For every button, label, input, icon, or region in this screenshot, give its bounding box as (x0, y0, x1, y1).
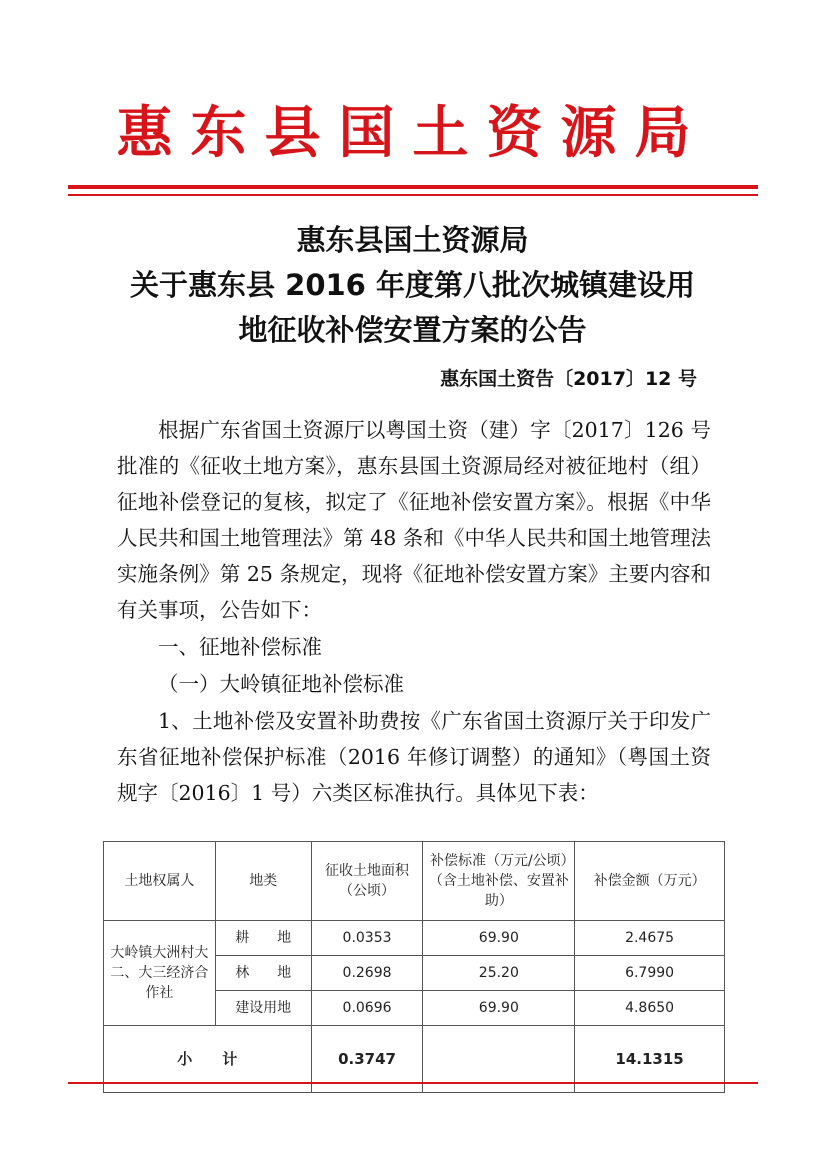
section-heading-2: （一）大岭镇征地补偿标准 (158, 672, 404, 696)
intro-paragraph: 根据广东省国土资源厅以粤国土资（建）字〔2017〕126 号批准的《征收土地方案》，惠东县国土资源局经对被征地村（组）征地补偿登记的复核，拟定了《征地补偿安置方案》。根据《中华人民共和国土地管理法》第 48 条和《中华人民共和国土地管理法实施条例》第 25 条规定，现将《征地补偿安置方案》主要内容和有关事项，公告如下： (117, 418, 711, 622)
standard-paragraph: 1、土地补偿及安置补助费按《广东省国土资源厅关于印发广东省征地补偿保护标准（2016 年修订调整）的通知》（粤国土资规字〔2016〕1 号）六类区标准执行。具体见下表： (117, 709, 711, 805)
letterhead-red-line-thin (68, 194, 758, 196)
amount-cell: 6.7990 (575, 956, 725, 991)
amount-cell: 4.8650 (575, 991, 725, 1026)
land-type-cell: 建设用地 (215, 991, 311, 1026)
header-owner: 土地权属人 (104, 842, 216, 921)
table-row (104, 921, 725, 956)
area-cell: 0.0353 (311, 921, 423, 956)
land-type-cell: 林 地 (215, 956, 311, 991)
header-standard: 补偿标准（万元/公顷）（含土地补偿、安置补助） (423, 842, 575, 921)
header-amount: 补偿金额（万元） (575, 842, 725, 921)
area-cell: 0.0696 (311, 991, 423, 1026)
area-cell: 0.2698 (311, 956, 423, 991)
subtotal-amount: 14.1315 (575, 1026, 725, 1093)
notice-title-line-1: 惠东县国土资源局 (296, 223, 529, 257)
amount-cell: 2.4675 (575, 921, 725, 956)
letterhead-title: 惠东县国土资源局 (116, 100, 709, 166)
standard-cell: 69.90 (423, 921, 575, 956)
notice-title-line-2: 关于惠东县 2016 年度第八批次城镇建设用 (130, 268, 695, 302)
owner-cell: 大岭镇大洲村大二、大三经济合作社 (104, 921, 216, 1026)
subtotal-label: 小 计 (104, 1026, 312, 1093)
document-number: 惠东国土资告〔2017〕12 号 (440, 368, 697, 390)
land-type-cell: 耕 地 (215, 921, 311, 956)
standard-cell: 69.90 (423, 991, 575, 1026)
letterhead-red-line-thick (68, 185, 758, 189)
notice-title-line-3: 地征收补偿安置方案的公告 (238, 313, 587, 347)
section-heading-1: 一、征地补偿标准 (158, 635, 322, 659)
compensation-table (103, 841, 725, 1093)
table-header-row (104, 842, 725, 921)
footer-red-line (68, 1082, 758, 1084)
header-area: 征收土地面积（公顷） (311, 842, 423, 921)
standard-cell: 25.20 (423, 956, 575, 991)
header-land-type: 地类 (215, 842, 311, 921)
subtotal-area: 0.3747 (311, 1026, 423, 1093)
